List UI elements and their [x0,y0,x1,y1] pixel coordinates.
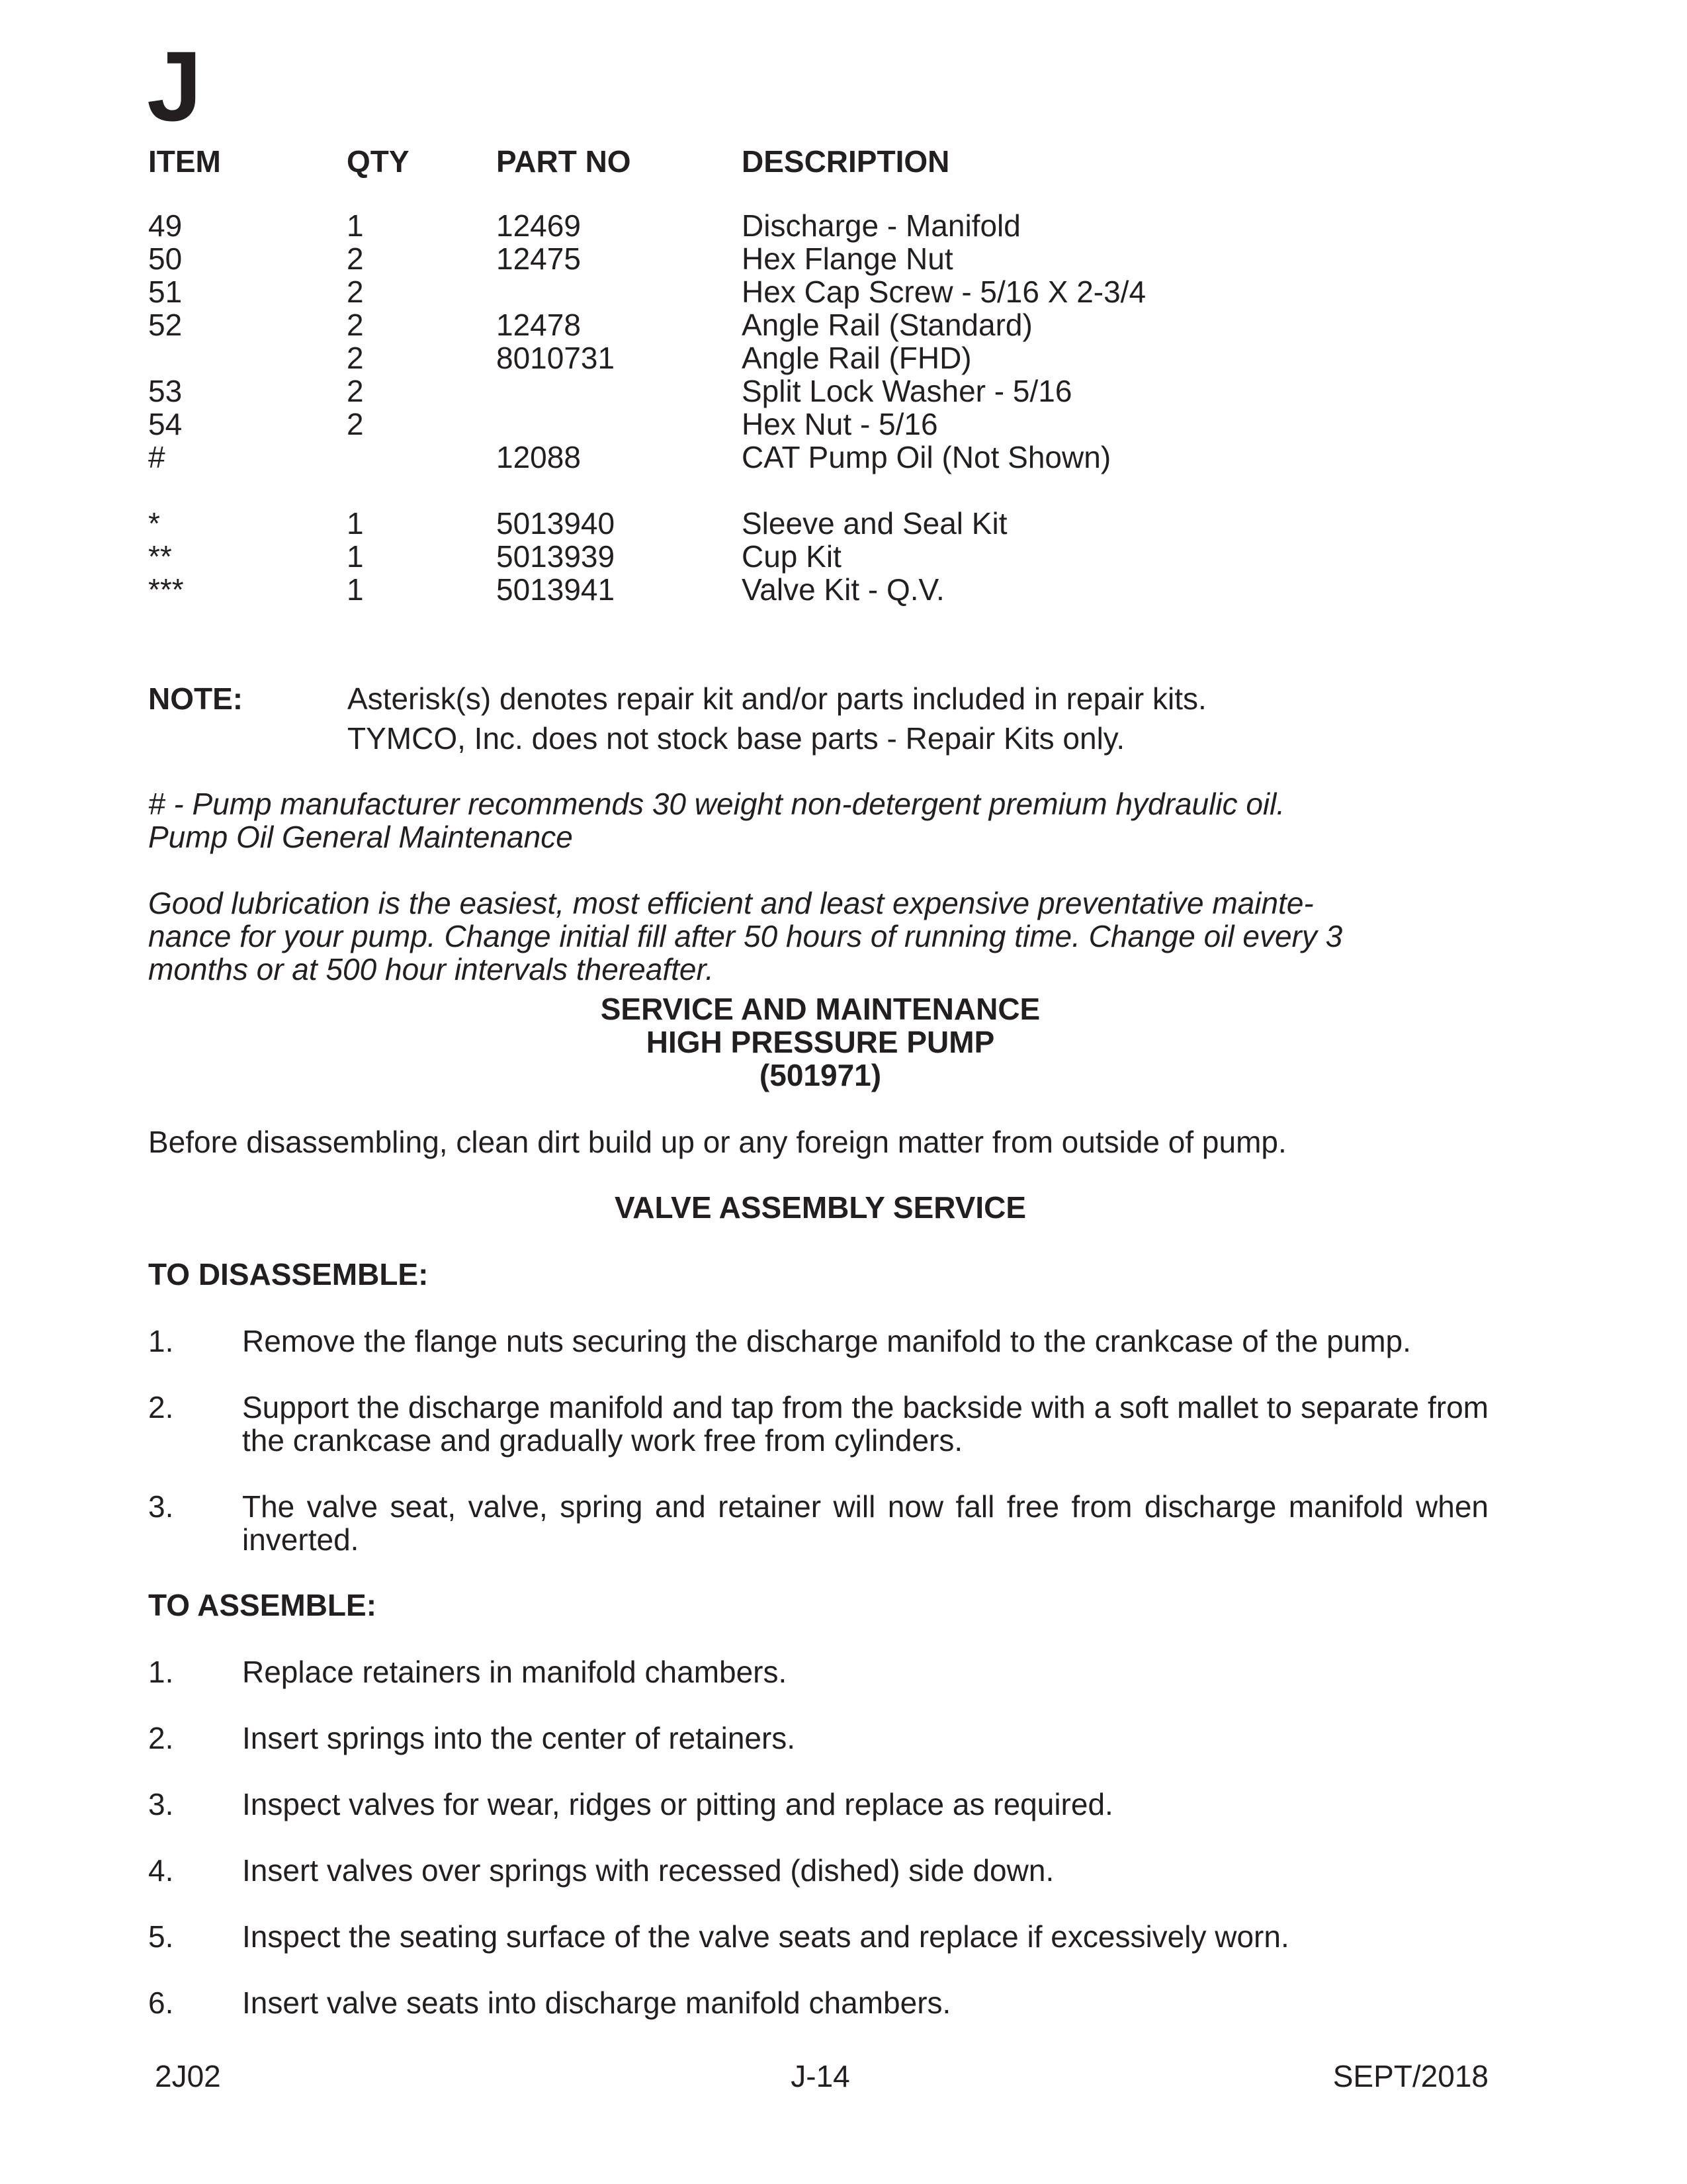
description-cell: Discharge - Manifold [742,208,1021,243]
table-row [0,408,1687,441]
part-no-cell: 8010731 [496,341,615,375]
qty-cell: 2 [347,407,364,441]
valve-assembly-title: VALVE ASSEMBLY SERVICE [614,1190,1027,1225]
step-text: Remove the flange nuts securing the discharge manifold to the crankcase of the pump. [242,1324,1411,1358]
oil-recommendation: # - Pump manufacturer recommends 30 weight non-detergent premium hydraulic oil. [148,787,1285,821]
pump-part-number: (501971) [759,1058,882,1092]
item-cell: * [148,506,160,541]
part-no-cell: 12475 [496,241,581,276]
qty-cell: 2 [347,275,364,309]
table-row [0,275,1687,308]
parts-table [0,209,1687,606]
lubrication-paragraph-line-1: Good lubrication is the easiest, most efficient and least expensive preventative mainte- [148,886,1314,920]
item-cell: *** [148,572,184,607]
step-number: 1. [148,1324,174,1358]
column-header-qty: QTY [347,144,410,179]
kit-row [0,573,1687,606]
step-number: 3. [148,1787,174,1821]
intro-paragraph: Before disassembling, clean dirt build up or any foreign matter from outside of pump. [148,1125,1287,1159]
kit-row [0,540,1687,573]
step-text: Insert valve seats into discharge manifold chambers. [242,1986,951,2020]
item-cell: 52 [148,308,183,342]
table-row [0,209,1687,242]
description-cell: Hex Flange Nut [742,241,953,276]
step-text: Inspect the seating surface of the valve seats and replace if excessively worn. [242,1919,1289,1954]
footer-date: SEPT/2018 [1332,2059,1489,2093]
part-no-cell: 5013941 [496,572,615,607]
note-label: NOTE: [148,681,243,716]
description-cell: Angle Rail (FHD) [742,341,972,375]
part-no-cell: 12469 [496,208,581,243]
step-text: The valve seat, valve, spring and retainer will now fall free from discharge manifold when inverted. [242,1489,1489,1557]
part-no-cell: 12088 [496,440,581,474]
qty-cell: 2 [347,241,364,276]
qty-cell: 2 [347,308,364,342]
step-number: 2. [148,1390,174,1424]
step-text: Inspect valves for wear, ridges or pitting and replace as required. [242,1787,1113,1821]
item-cell: # [148,440,165,474]
table-row [0,374,1687,408]
note-line-1: Asterisk(s) denotes repair kit and/or parts included in repair kits. [347,681,1207,716]
qty-cell: 1 [347,506,364,541]
disassemble-heading: TO DISASSEMBLE: [148,1257,429,1291]
step-text: Support the discharge manifold and tap from the backside with a soft mallet to separate from the crankcase and gradually work free from cylinders. [242,1390,1489,1458]
kit-row [0,507,1687,540]
oil-maintenance-heading: Pump Oil General Maintenance [148,820,573,854]
qty-cell: 1 [347,539,364,574]
step-text: Insert springs into the center of retainers. [242,1721,796,1755]
step-number: 6. [148,1986,174,2020]
qty-cell: 2 [347,374,364,408]
qty-cell: 1 [347,208,364,243]
section-letter: J [147,30,202,142]
item-cell: 54 [148,407,183,441]
part-no-cell: 12478 [496,308,581,342]
table-row [0,341,1687,374]
footer-document-code: 2J02 [155,2059,221,2093]
footer-page-number: J-14 [791,2059,850,2093]
qty-cell: 1 [347,572,364,607]
item-cell: ** [148,539,172,574]
description-cell: Hex Cap Screw - 5/16 X 2-3/4 [742,275,1146,309]
step-text: Insert valves over springs with recessed (dished) side down. [242,1853,1055,1888]
lubrication-paragraph-line-2: nance for your pump. Change initial fill after 50 hours of running time. Change oil every 3 [148,919,1343,953]
step-text: Replace retainers in manifold chambers. [242,1655,787,1689]
column-header-description: DESCRIPTION [742,144,950,179]
description-cell: Split Lock Washer - 5/16 [742,374,1072,408]
table-row [0,308,1687,341]
item-cell: 49 [148,208,183,243]
qty-cell: 2 [347,341,364,375]
item-cell: 51 [148,275,183,309]
lubrication-paragraph-line-3: months or at 500 hour intervals thereafter. [148,952,714,986]
table-spacer [0,474,1687,507]
pump-title: HIGH PRESSURE PUMP [646,1025,995,1059]
description-cell: Hex Nut - 5/16 [742,407,938,441]
description-cell: Angle Rail (Standard) [742,308,1033,342]
step-number: 4. [148,1853,174,1888]
description-cell: CAT Pump Oil (Not Shown) [742,440,1111,474]
description-cell: Valve Kit - Q.V. [742,572,945,607]
assemble-heading: TO ASSEMBLE: [148,1588,377,1622]
item-cell: 53 [148,374,183,408]
step-number: 5. [148,1919,174,1954]
table-row [0,441,1687,474]
part-no-cell: 5013940 [496,506,615,541]
note-line-2: TYMCO, Inc. does not stock base parts - Repair Kits only. [347,721,1125,756]
service-title: SERVICE AND MAINTENANCE [600,992,1041,1026]
step-number: 3. [148,1489,174,1524]
step-number: 1. [148,1655,174,1689]
part-no-cell: 5013939 [496,539,615,574]
column-header-part-no: PART NO [496,144,631,179]
step-number: 2. [148,1721,174,1755]
column-header-item: ITEM [148,144,221,179]
table-row [0,242,1687,275]
description-cell: Sleeve and Seal Kit [742,506,1008,541]
description-cell: Cup Kit [742,539,842,574]
item-cell: 50 [148,241,183,276]
